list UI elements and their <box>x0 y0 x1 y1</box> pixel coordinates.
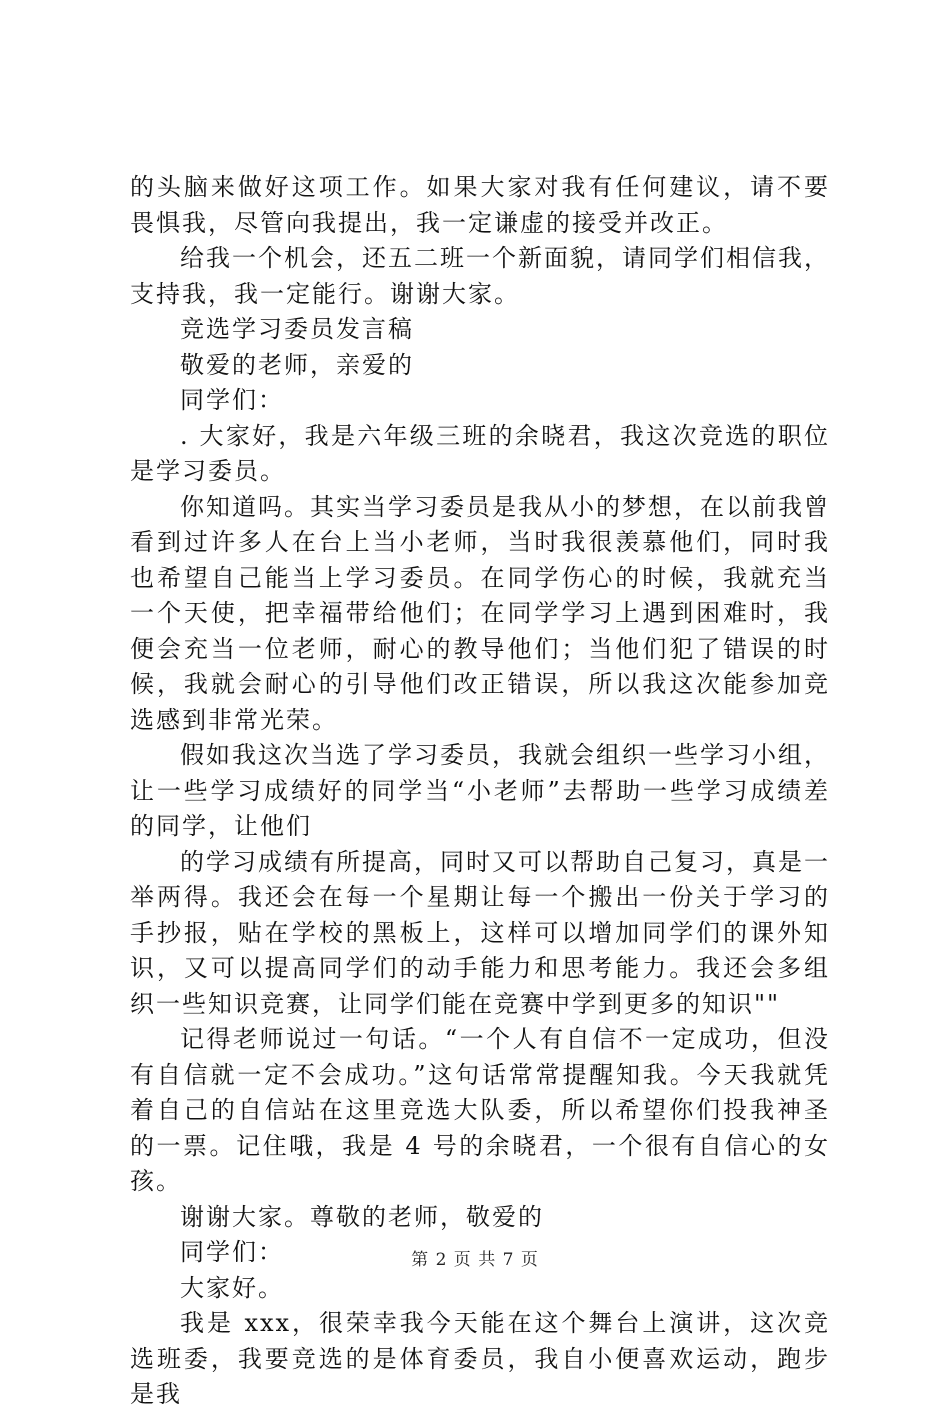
greeting: 大家好。 <box>180 1273 284 1302</box>
salutation: 同学们： <box>180 386 284 414</box>
page-footer: 第 2 页 共 7 页 <box>411 1250 539 1270</box>
paragraph: 的学习成绩有所提高，同时又可以帮助自己复习，真是一举两得。我还会在每一个星期让每一个搬出一份关于学习的手抄报，贴在学校的黑板上，这样可以增加同学们的课外知识，又可以提高同学们的动手能力和思考能力。我还会多组织一些知识竞赛，让同学们能在竞赛中学到更多的知识"" <box>130 847 830 1018</box>
paragraph: . 大家好，我是六年级三班的余晓君，我这次竞选的职位是学习委员。 <box>130 421 830 485</box>
paragraph: 记得老师说过一句话。“一个人有自信不一定成功，但没有自信就一定不会成功。”这句话常常提醒知我。今天我就凭着自己的自信站在这里竞选大队委，所以希望你们投我神圣的一票。记住哦，我是 4 号的余晓君，一个很有自信心的女孩。 <box>130 1025 830 1195</box>
paragraph: 给我一个机会，还五二班一个新面貌，请同学们相信我，支持我，我一定能行。谢谢大家。 <box>130 244 830 308</box>
paragraph: 你知道吗。其实当学习委员是我从小的梦想，在以前我曾看到过许多人在台上当小老师，当时我很羡慕他们，同时我也希望自己能当上学习委员。在同学伤心的时候，我就充当一个天使，把幸福带给他们；在同学学习上遇到困难时，我便会充当一位老师，耐心的教导他们；当他们犯了错误的时候，我就会耐心的引导他们改正错误，所以我这次能参加竞选感到非常光荣。 <box>130 492 830 734</box>
paragraph: 的头脑来做好这项工作。如果大家对我有任何建议，请不要畏惧我，尽管向我提出，我一定谦虚的接受并改正。 <box>130 173 830 237</box>
paragraph: 假如我这次当选了学习委员，我就会组织一些学习小组，让一些学习成绩好的同学当“小老师”去帮助一些学习成绩差的同学，让他们 <box>130 741 830 840</box>
document-body <box>130 170 830 1413</box>
salutation: 同学们： <box>180 1238 284 1266</box>
paragraph: 我是 xxx，很荣幸我今天能在这个舞台上演讲，这次竞选班委，我要竞选的是体育委员，我自小便喜欢运动，跑步是我 <box>130 1309 830 1408</box>
paragraph: 谢谢大家。尊敬的老师，敬爱的 <box>180 1202 544 1231</box>
salutation: 敬爱的老师，亲爱的 <box>180 350 414 379</box>
section-title: 竞选学习委员发言稿 <box>180 315 414 343</box>
